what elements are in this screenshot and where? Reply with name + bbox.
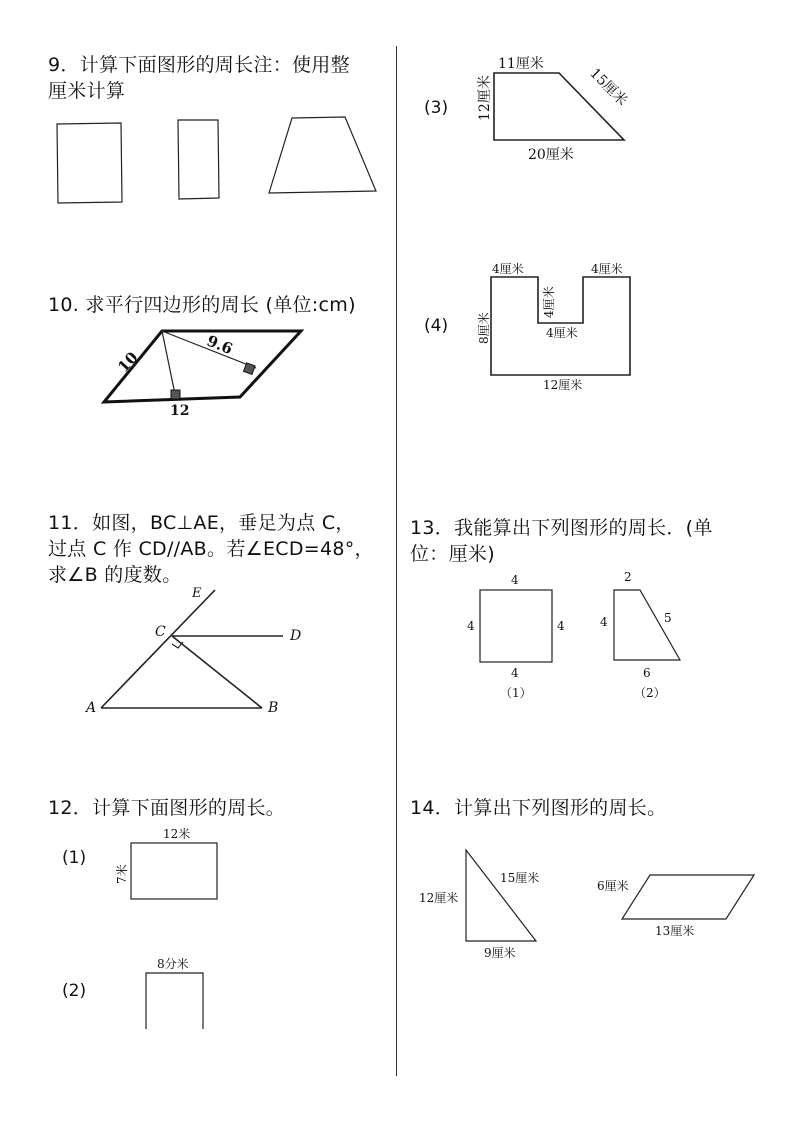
- q10-label-side: 10: [114, 348, 142, 376]
- q9-trapezoid: [269, 117, 376, 193]
- q9-line2: 厘米计算: [48, 80, 126, 102]
- q12-sub4-top-right: 4厘米: [591, 262, 623, 276]
- q10-text: 10. 求平行四边形的周长 (单位:cm): [48, 294, 356, 316]
- q9-figures: [57, 117, 376, 203]
- q14-text: 14．计算出下列图形的周长。: [410, 797, 667, 819]
- q12-sub1-num: (1): [62, 848, 87, 868]
- q10-label-height: 9.6: [204, 331, 236, 359]
- q11-point-d: D: [290, 628, 302, 644]
- q11-point-e: E: [192, 586, 202, 601]
- q14-triangle: [466, 850, 536, 941]
- q13-fig2-caption: （2）: [634, 686, 666, 700]
- q12-sub1-side: 7米: [115, 864, 129, 884]
- q12-text: 12．计算下面图形的周长。: [48, 797, 286, 819]
- q12-sub4-notch-depth: 4厘米: [542, 286, 556, 318]
- q12-sub2-num: (2): [62, 981, 87, 1001]
- q14-parallelogram: [622, 875, 754, 919]
- q12-sub3-slant: 15厘米: [586, 65, 631, 110]
- q14-tri-side: 12厘米: [419, 891, 459, 905]
- q11-line2: 过点 C 作 CD//AB。若∠ECD=48°，: [48, 538, 374, 560]
- q14-tri-slant: 15厘米: [500, 871, 540, 885]
- q13-fig2-slant: 5: [664, 611, 672, 625]
- q13-text: [410, 515, 713, 567]
- q12-sub3-bottom: 20厘米: [528, 147, 574, 163]
- q12-sub1-figure: [114, 826, 217, 899]
- q12-sub3-figure: [476, 55, 631, 163]
- q12-sub2-top: 8分米: [157, 957, 189, 971]
- q11-line-ae: [101, 590, 215, 708]
- q12-sub1-top: 12米: [163, 827, 191, 841]
- q12-sub4-figure: [476, 261, 630, 392]
- q10-figure: [104, 331, 301, 419]
- q12-rectangle: [131, 843, 217, 899]
- q14-para-bottom: 13厘米: [655, 924, 695, 938]
- q14-tri-bottom: 9厘米: [484, 946, 516, 960]
- q12-sub4-bottom: 12厘米: [543, 378, 583, 392]
- q12-sub4-top-left: 4厘米: [492, 262, 524, 276]
- q11-text: [48, 510, 374, 588]
- q13-fig1-caption: （1）: [500, 686, 532, 700]
- q13-line2: 位：厘米): [410, 543, 495, 565]
- q12-sub4-side: 8厘米: [477, 312, 491, 344]
- q13-fig2-bottom: 6: [643, 666, 651, 680]
- q9-narrow-rectangle: [178, 120, 219, 199]
- q11-line-cb: [172, 636, 262, 708]
- q13-trapezoid: [614, 590, 680, 660]
- q11-point-b: B: [268, 700, 279, 716]
- q11-point-a: A: [86, 700, 97, 716]
- q9-rectangle: [57, 123, 122, 203]
- q13-fig1-top: 4: [511, 573, 519, 587]
- q9-line1: 9．计算下面图形的周长注：使用整: [48, 54, 350, 76]
- q11-line1: 11．如图，BC⊥AE，垂足为点 C，: [48, 512, 355, 534]
- q12-sub4-notch-bottom: 4厘米: [546, 326, 578, 340]
- q11-figure: [84, 586, 301, 716]
- q13-figures: [467, 570, 680, 700]
- q13-fig1-left: 4: [467, 619, 475, 633]
- q11-point-c: C: [155, 624, 166, 640]
- q12-sub3-num: (3): [424, 98, 449, 118]
- q12-sub4-num: (4): [424, 316, 449, 336]
- q13-line1: 13．我能算出下列图形的周长．(单: [410, 517, 713, 539]
- q14-para-side: 6厘米: [597, 879, 629, 893]
- q11-line3: 求∠B 的度数。: [48, 564, 182, 586]
- q10-right-angle-mark: [171, 390, 180, 399]
- q10-label-base: 12: [170, 403, 190, 419]
- q12-sub3-top: 11厘米: [498, 56, 544, 72]
- q12-sub2-figure: [146, 956, 203, 1029]
- q13-fig1-right: 4: [557, 619, 565, 633]
- q12-sub3-side: 12厘米: [477, 75, 493, 121]
- q10-height-line: [162, 331, 176, 399]
- q12-sub2-shape: [146, 973, 203, 1029]
- q13-fig2-top: 2: [624, 570, 632, 584]
- q13-fig2-left: 4: [600, 615, 608, 629]
- q10-right-angle-mark-2: [244, 363, 256, 375]
- q14-figures: [419, 850, 754, 960]
- q13-square: [480, 590, 552, 662]
- q13-fig1-bottom: 4: [511, 666, 519, 680]
